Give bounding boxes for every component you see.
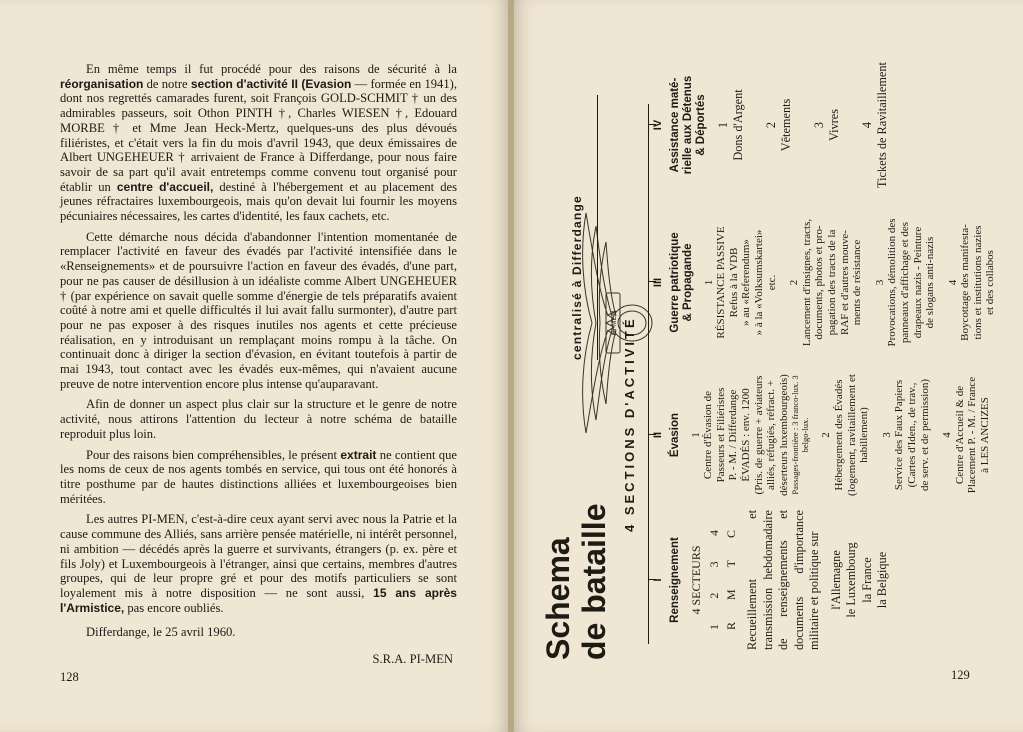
schema-top-line [597,95,598,360]
page-number-left: 128 [60,670,79,684]
section-heading: Guerre patriotique & Propagande [668,232,694,333]
section-numeral: IV [652,119,664,131]
propagande-item-2: 2 Lancement d'insignes, tracts, documents, photos et pro- pagation des tracts de la RAF et d'autres mouve- ments de résistance [788,218,864,347]
assistance-item-4: 4 Tickets de Ravitaillement [859,62,889,188]
paragraph-5: Les autres PI-MEN, c'est-à-dire ceux ayant servi avec nous la Patrie et la cause commune des Alliés, sans arrière pensée matérielle, ni intérêt personnel, ni ambition — décédés après la guerre et survivants, étrangers (p. ex. père et fils Joly) et Luxembourgeois à l'étranger, ainsi que certains, membres d'autres groupes, qui de leur propre gré et pour des motifs particuliers se sont loyalement mis à notre disposition — ne sont aussi, 15 ans après l'Armistice, pas encore oubliés. [60,512,457,615]
country-item: le Luxembourg [844,542,859,618]
propagande-item-3: 3 Provocations, démolition des panneaux d'affichage et des drapeaux nazis - Peinture de slogans anti-nazis [873,218,937,347]
page-number-right: 129 [951,668,970,682]
evasion-item-3: 3 Service des Faux Papiers (Cartes d'Iden., de trav., de serv. et de permission) [880,379,931,492]
renseignement-description: Recueillement et transmission hebdomadaire de renseignements et documents d'importance militaire et politique sur [745,510,822,650]
evasion-item-2: 2 Hébergement des Évadés (logement, ravitaillement et habillement) [820,374,871,496]
schema-title: Schema de bataille [540,503,612,660]
secteur-letters: R M T C [723,530,738,630]
left-text-column [60,62,457,673]
book-gutter [508,0,514,732]
propagande-item-4: 4 Boycottage des manifesta- tions et institutions nazies et des collabos [946,224,997,341]
propagande-item-1: 1 RÉSISTANCE PASSIVE Refus à la VDB » au «Referendum» » à la «Volksumskartei» etc. [702,226,778,339]
assistance-item-3: 3 Vivres [811,108,841,142]
section-numeral: II [652,431,664,439]
section-numeral: III [652,277,664,288]
country-item: la Belgique [875,551,890,609]
date-line: Differdange, le 25 avril 1960. [86,625,236,640]
section-heading: Renseignement [668,537,681,623]
signature: S.R.A. PI-MEN [372,652,453,667]
assistance-item-1: 1 Dons d'Argent [715,89,745,161]
centralise-label: centralisé à Differdange [570,195,584,360]
country-item: la France [859,557,874,603]
pimen-wings-emblem-icon [552,208,662,438]
paragraph-2: Cette démarche nous décida d'abandonner l'intention momentanée de remplacer l'activité en faveur des évadés par l'activité intensifiée dans le «Renseignements» et de poursuivre l'action en faveur des évadés, d'une part, pour ne pas causer de désillusion à un idéaliste comme Albert UNGEHEUER † (par expérience on savait quelle somme d'énergie de tels préparatifs avaient coûté à notre ami et quelle difficultés il lui avait fallu surmonter), d'autre part pour ne pas exposer à des risques inutiles nos agents et cette précieuse réalisation, en y introduisant un remplaçant moins rompu à la tâche. On continuait donc à diriger la section d'évasion, en évitant toutefois à partir de mai 1943, tout contact avec les évadés eux-mêmes, qui n'avaient aucune preuve de notre intervention encore plus intense qu'auparavant. [60,229,457,391]
section-heading: Assistance maté- rielle aux Détenus & Déportés [668,75,707,175]
section-renseignement [652,510,891,650]
section-numeral: I [652,578,664,582]
section-assistance [652,50,908,200]
section-guerre-patriotique [652,210,1007,355]
sections-title: 4 SECTIONS D'ACTIVITÉ [622,316,637,532]
section-evasion [652,365,1001,505]
battle-schema [540,48,1005,660]
evasion-item-4: 4 Centre d'Accueil & de Placement P. - M. / France à LES ANCIZES [941,376,991,494]
paragraph-1: En même temps il fut procédé pour des raisons de sécurité à la réorganisation de notre section d'activité II (Evasion — formée en 1941), dont nos regrettés camarades furent, soit François GOLD-SCHMIT † un des admirables passeurs, soit Othon PINTH †, Charles WIESEN †, Edouard MORBE † et Mme Jean Heck-Mertz, quelques-uns des plus dévoués filiéristes, et c'était vers la fin du mois d'avril 1943, que deux émissaires de Albert UNGEHEUER † arrivaient de France à Differdange, pour nous faire savoir de sa part qu'il avait entretemps comme convenu tout organisé pour établir un centre d'accueil, destiné à l'hébergement et au placement des jeunes réfractaires luxembourgeois, mais qu'on devait lui fournir les moyens pécuniaires nécessaires, les cartes d'identité, les faux cachets, etc. [60,62,457,224]
assistance-item-2: 2 Vêtements [763,98,793,152]
secteur-numbers: 1 2 3 4 [707,530,722,630]
paragraph-3: Afin de donner un aspect plus clair sur la structure et le genre de notre activité, nous attirons l'attention du lecteur à notre schéma de bataille reproduit plus loin. [60,397,457,441]
evasion-item-1: 1 Centre d'Évasion de Passeurs et Filiéristes P. - M. / Differdange ÉVADÉS : env. 1200 (Pris. de guerre + aviateurs alliés, réfugiés, réfract. + déserteurs luxembourgeois) Passages-frontière : 3 franco-lux. 3 belgo-lux. [689,374,811,496]
svg-text:PI-MEN: PI-MEN [611,310,618,336]
schema-branch-line [648,104,649,644]
country-item: l'Allemagne [828,550,843,610]
paragraph-4: Pour des raisons bien compréhensibles, le présent extrait ne contient que les noms de ceux de nos agents tombés en service, qui tous ont été honorés à titre posthume par de hautes distinctions alliées et luxembourgeoises bien méritées. [60,447,457,506]
section-heading: Évasion [668,412,681,458]
country-list [829,510,891,650]
secteurs-label: 4 SECTEURS [688,545,703,615]
